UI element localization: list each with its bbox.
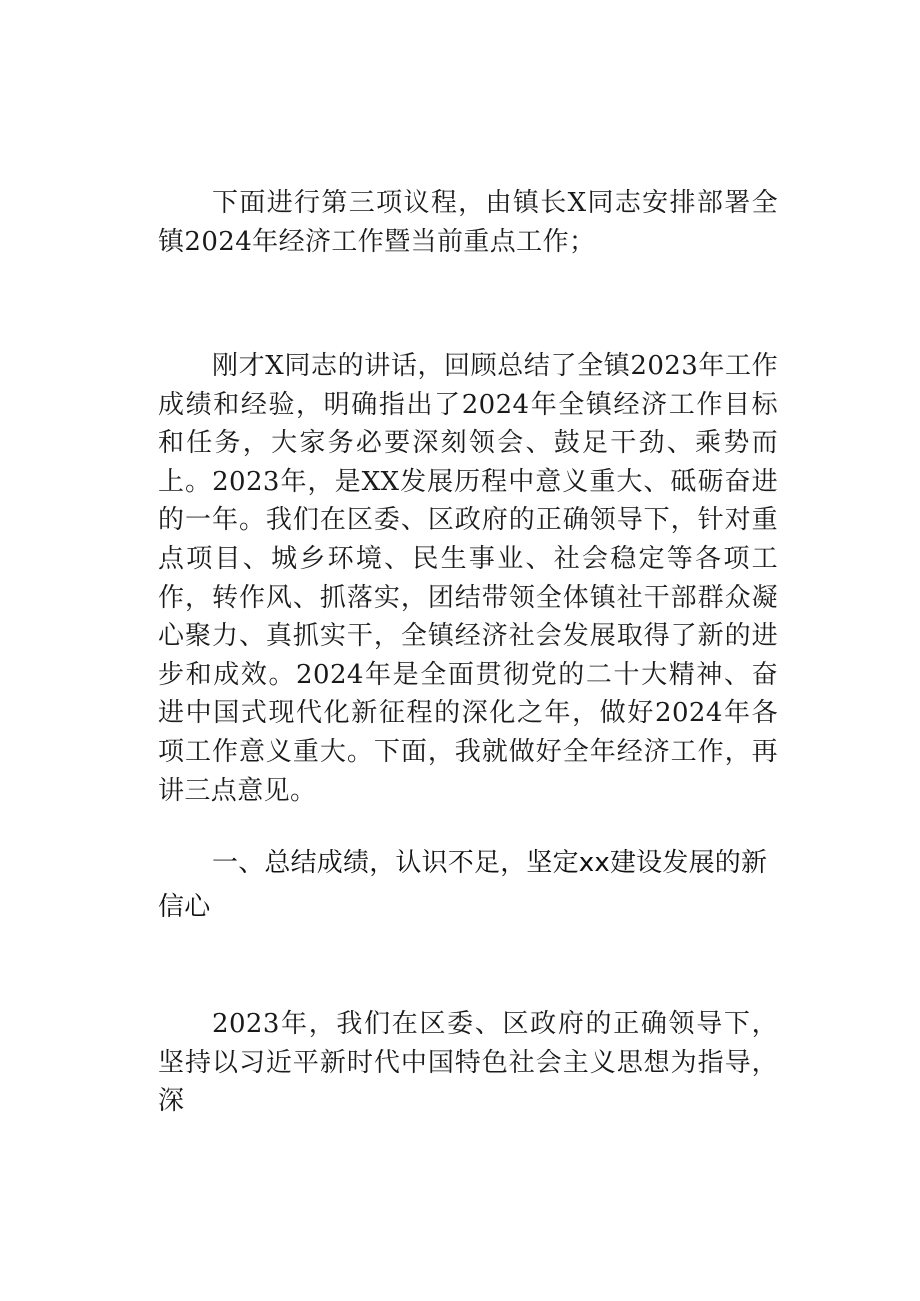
paragraph-review: 刚才X同志的讲话，回顾总结了全镇2023年工作成绩和经验，明确指出了2024年全镇经济工作目标和任务，大家务必要深刻领会、鼓足干劲、乘势而上。2023年，是XX发展历程中意义重大、砥砺奋进的一年。我们在区委、区政府的正确领导下，针对重点项目、城乡环境、民生事业、社会稳定等各项工作，转作风、抓落实，团结带领全体镇社干部群众凝心聚力、真抓实干，全镇经济社会发展取得了新的进步和成效。2024年是全面贯彻党的二十大精神、奋进中国式现代化新征程的深化之年，做好2024年各项工作意义重大。下面，我就做好全年经济工作，再讲三点意见。 [158, 351, 778, 806]
paragraph-2023: 2023年，我们在区委、区政府的正确领导下，坚持以习近平新时代中国特色社会主义思想为指导，深 [158, 1009, 778, 1117]
section-heading: 一、总结成绩，认识不足，坚定xx建设发展的新信心 [158, 848, 768, 922]
paragraph-agenda: 下面进行第三项议程，由镇长X同志安排部署全镇2024年经济工作暨当前重点工作； [158, 188, 778, 257]
